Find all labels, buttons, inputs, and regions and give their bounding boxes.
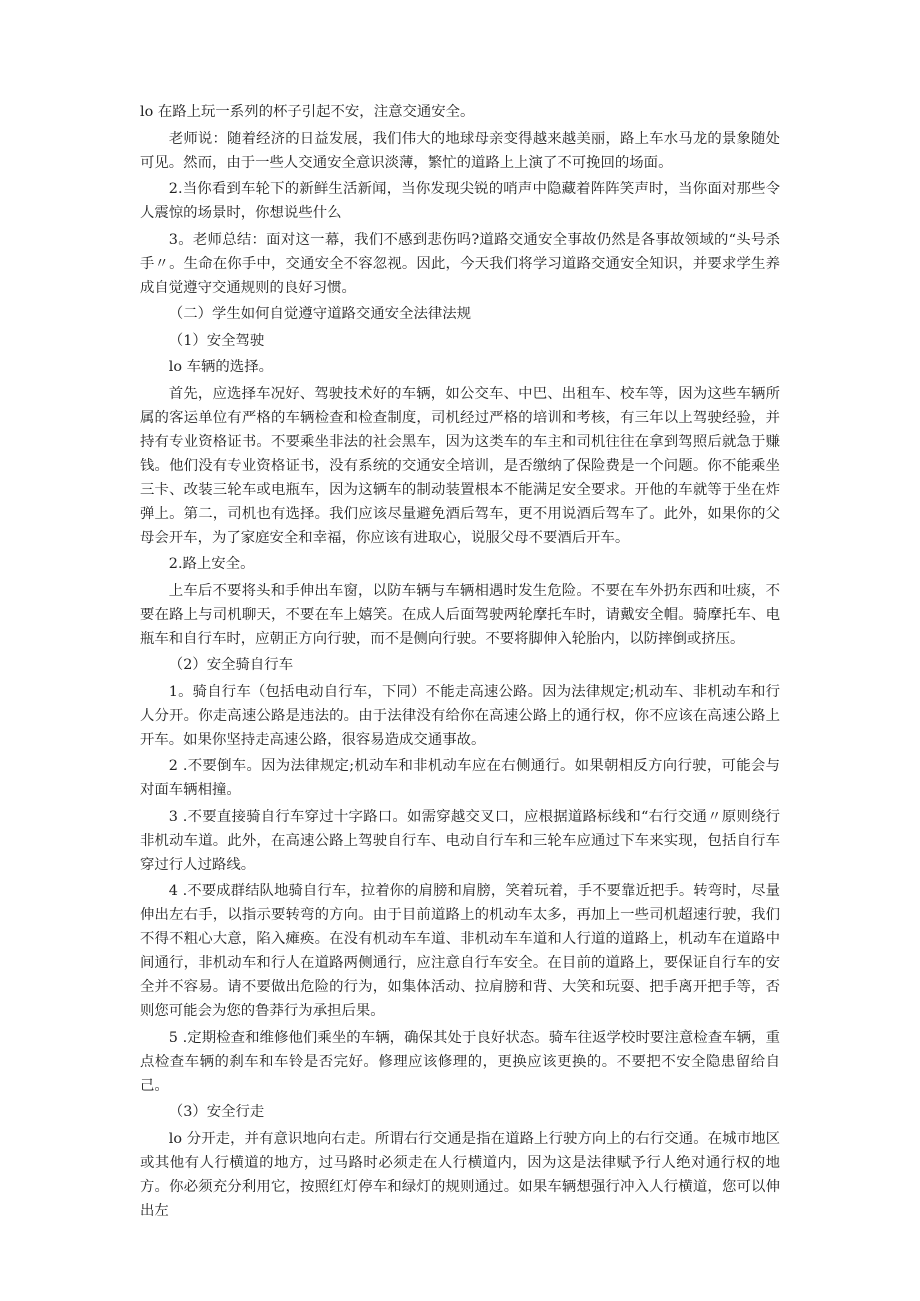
section-heading-2: （二）学生如何自觉遵守道路交通安全法律法规 bbox=[168, 306, 472, 322]
paragraph-teacher-summary: 3。老师总结：面对这一幕，我们不感到悲伤吗?道路交通安全事故仍然是各事故领域的“头号杀手〃。生命在你手中，交通安全不容忽视。因此，今天我们将学习道路交通安全知识，并要求学生养成自觉遵守交通规则的良好习惯。 bbox=[140, 231, 780, 296]
paragraph-walking-body: lo 分开走，并有意识地向右走。所谓右行交通是指在道路上行驶方向上的右行交通。在城市地区或其他有人行横道的地方，过马路时必须走在人行横道内，因为这是法律赋予行人绝对通行权的地方。你必须充分利用它，按照红灯停车和绿灯的规则通过。如果车辆想强行冲入人行横道，您可以伸出左 bbox=[140, 1130, 780, 1219]
paragraph-cycling-rule-3: 3 .不要直接骑自行车穿过十字路口。如需穿越交叉口，应根据道路标线和“右行交通〃原则绕行非机动车道。此外，在高速公路上驾驶自行车、电动自行车和三轮车应通过下车来实现，包括自行车穿过行人过路线。 bbox=[140, 808, 780, 873]
subheading-safe-driving: （1）安全驾驶 bbox=[168, 332, 265, 349]
paragraph-cycling-rule-4: 4 .不要成群结队地骑自行车，拉着你的肩膀和肩膀，笑着玩着，手不要靠近把手。转弯时，尽量伸出左右手，以指示要转弯的方向。由于目前道路上的机动车太多，再加上一些司机超速行驶，我们不得不粗心大意，陷入瘫痪。在没有机动车车道、非机动车车道和人行道的道路上，机动车在道路中间通行，非机动车和行人在道路两侧通行，应注意自行车安全。在目前的道路上，要保证自行车的安全并不容易。请不要做出危险的行为，如集体活动、拉肩膀和背、大笑和玩耍、把手离开把手等，否则您可能会为您的鲁莽行为承担后果。 bbox=[140, 883, 780, 1019]
item-road-safety: 2.路上安全。 bbox=[168, 556, 255, 572]
paragraph-cycling-rule-2: 2 .不要倒车。因为法律规定;机动车和非机动车应在右侧通行。如果朝相反方向行驶，可能会与对面车辆相撞。 bbox=[140, 758, 780, 798]
paragraph-cycling-rule-1: 1。骑自行车（包括电动自行车，下同）不能走高速公路。因为法律规定;机动车、非机动车和行人分开。你走高速公路是违法的。由于法律没有给你在高速公路上的通行权，你不应该在高速公路上开车。如果你坚持走高速公路，很容易造成交通事故。 bbox=[140, 683, 780, 748]
item-vehicle-choice: lo 车辆的选择。 bbox=[168, 359, 273, 375]
paragraph-vehicle-choice-body: 首先，应选择车况好、驾驶技术好的车辆，如公交车、中巴、出租车、校车等，因为这些车辆所属的客运单位有严格的车辆检查和检查制度，司机经过严格的培训和考核，有三年以上驾驶经验，并持有专业资格证书。不要乘坐非法的社会黑车，因为这类车的车主和司机往往在拿到驾照后就急于赚钱。他们没有专业资格证书，没有系统的交通安全培训，是否缴纳了保险费是一个问题。你不能乘坐三卡、改装三轮车或电瓶车，因为这辆车的制动装置根本不能满足安全要求。开他的车就等于坐在炸弹上。第二，司机也有选择。我们应该尽量避免酒后驾车，更不用说酒后驾车了。此外，如果你的父母会开车，为了家庭安全和幸福，你应该有进取心，说服父母不要酒后开车。 bbox=[140, 385, 780, 546]
document-page bbox=[140, 100, 780, 1225]
subheading-safe-walking: （3）安全行走 bbox=[168, 1104, 265, 1120]
paragraph-question: 2.当你看到车轮下的新鲜生活新闻，当你发现尖锐的哨声中隐藏着阵阵笑声时，当你面对那些令人震惊的场景时，你想说些什么 bbox=[140, 181, 780, 221]
paragraph-cycling-rule-5: 5 .定期检查和维修他们乘坐的车辆，确保其处于良好状态。骑车往返学校时要注意检查车辆，重点检查车辆的刹车和车铃是否完好。修理应该修理的，更换应该更换的。不要把不安全隐患留给自己。 bbox=[140, 1029, 780, 1094]
subheading-safe-cycling: （2）安全骑自行车 bbox=[168, 657, 294, 673]
paragraph-intro-note: lo 在路上玩一系列的杯子引起不安，注意交通安全。 bbox=[140, 104, 475, 120]
paragraph-road-safety-body: 上车后不要将头和手伸出车窗，以防车辆与车辆相遇时发生危险。不要在车外扔东西和吐痰，不要在路上与司机聊天，不要在车上嬉笑。在成人后面驾驶两轮摩托车时，请戴安全帽。骑摩托车、电瓶车和自行车时，应朝正方向行驶，而不是侧向行驶。不要将脚伸入轮胎内，以防摔倒或挤压。 bbox=[140, 582, 780, 647]
paragraph-teacher-says: 老师说：随着经济的日益发展，我们伟大的地球母亲变得越来越美丽，路上车水马龙的景象随处可见。然而，由于一些人交通安全意识淡薄，繁忙的道路上上演了不可挽回的场面。 bbox=[140, 130, 780, 171]
